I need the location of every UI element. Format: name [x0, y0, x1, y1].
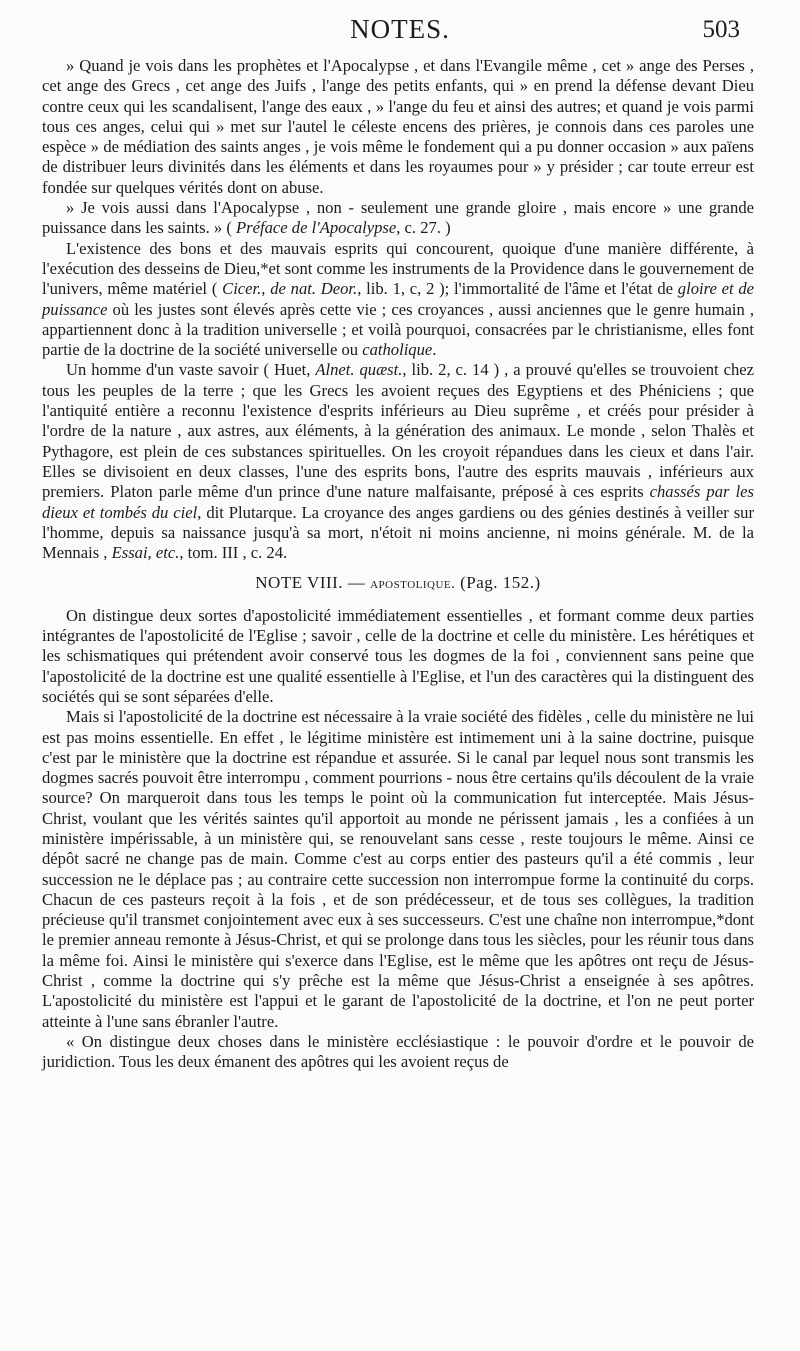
citation-huet: Alnet. quæst.	[315, 360, 403, 380]
emphasis-chasses: chassés par les dieux et tombés du ciel	[42, 482, 755, 522]
quote-paragraph-2	[42, 198, 754, 239]
text-run: , lib. 2, c. 14 ) , a prouvé qu'elles se trouvoient chez tous les peuples de la terre ; que les Grecs les avoient reçues des Egyptiens et des Phéniciens ; que l'antiquité entière a reconnu l'existence d'esprits inférieurs au Dieu suprême , et créés pour présider à l'ordre de la nature , aux astres, aux éléments, à la génération des animaux. Le monde , selon Thalès et Pythagore, est plein de ces substances spirituelles. On les croyoit répandues dans les cieux et dans l'air. Elles se divisoient en deux classes, l'une des esprits bons, l'autre des esprits mauvais , inférieurs aux premiers. Platon parle même d'un prince d'une nature malfaisante, préposé à ces esprits	[42, 360, 754, 502]
citation-ref: , c. 27. )	[396, 218, 451, 238]
paragraph-apostolicite: On distingue deux sortes d'apostolicité immédiatement essentielles , et formant comme deux parties intégrantes de l'apostolicité de l'Eglise ; savoir , celle de la doctrine et celle du ministère. Les hérétiques et les schismatiques qui prétendent avoir conservé tous les dogmes de la foi , conviennent sans peine que l'apostolicité de la doctrine est une qualité essentielle à l'Eglise, et l'un des caractères qui la distinguent des sociétés qui se sont séparées d'elle.	[42, 605, 754, 706]
text-run: où les justes sont élevés après cette vie ; ces croyances , aussi anciennes que le genre humain , appartiennent donc à la tradition universelle ; et voilà pourquoi, consacrées par le christianisme, elles font partie de la doctrine de la société universelle ou	[42, 299, 754, 360]
body-text	[42, 56, 754, 1073]
citation-essai: Essai, etc.	[111, 543, 180, 563]
running-head	[60, 14, 740, 54]
paragraph-huet	[42, 360, 754, 563]
emphasis-catholique: catholique	[362, 340, 433, 360]
text-run: Un homme d'un vaste savoir ( Huet,	[66, 360, 316, 380]
text-run: , lib. 1, c, 2 ); l'immortalité de l'âme et l'état de	[357, 279, 678, 299]
citation-cicero: Cicer., de nat. Deor.	[222, 279, 358, 299]
paragraph-existence-esprits	[42, 239, 754, 361]
emphasis-gloire: gloire et de puissance	[42, 279, 755, 319]
running-title: NOTES.	[350, 14, 450, 44]
text-run: , tom. III , c. 24.	[179, 543, 288, 563]
text-run: .	[432, 340, 437, 360]
quote-text: » Je vois aussi dans l'Apocalypse , non - seulement une grande gloire , mais encore » une grande puissance dans les saints. » (	[42, 198, 754, 238]
page-number: 503	[702, 16, 740, 43]
paragraph-distingue: « On distingue deux choses dans le ministère ecclésiastique : le pouvoir d'ordre et le pouvoir de juridiction. Tous les deux émanent des apôtres qui les avoient reçus de	[42, 1031, 754, 1072]
citation-title: Préface de l'Apocalypse	[236, 218, 397, 238]
note-title: NOTE VIII. —	[255, 573, 366, 593]
note-keyword: apostolique.	[370, 576, 456, 593]
text-run: L'existence des bons et des mauvais esprits qui concourent, quoique d'une manière différente, à l'exécution des desseins de Dieu,*et sont comme les instruments de la Providence dans le gouvernement de l'univers, même matériel (	[42, 238, 754, 299]
quote-paragraph-1: » Quand je vois dans les prophètes et l'Apocalypse , et dans l'Evangile même , cet » ange des Perses , cet ange des Grecs , cet ange des Juifs , l'ange des petits enfants, qui » en prend la défense devant Dieu contre ceux qui les scandalisent, l'ange des eaux , » l'ange du feu et ainsi des autres; et quand je vois parmi tous ces anges, celui qui » met sur l'autel le céleste encens des prières, je connois dans ces paroles une espèce » de médiation des saints anges , je vois même le fondement qui a pu donner occasion » aux païens de distribuer leurs divinités dans les éléments et dans les royaumes pour » y présider ; car toute erreur est fondée sur quelques vérités dont on abuse.	[42, 56, 754, 197]
note-page-ref: (Pag. 152.)	[460, 573, 541, 593]
note-heading	[42, 573, 754, 594]
text-run: , dit Plutarque. La croyance des anges gardiens ou des génies destinés à veiller sur l'homme, depuis sa naissance jusqu'à sa mort, n'étoit ni moins ancienne, ni moins générale. M. de la Mennais ,	[42, 502, 754, 563]
paragraph-ministere: Mais si l'apostolicité de la doctrine est nécessaire à la vraie société des fidèles , celle du ministère ne lui est pas moins essentielle. En effet , le légitime ministère est intimement uni à la saine doctrine, puisque c'est par le ministère que la doctrine est répandue et assurée. Si le canal par lequel nous sont transmis les dogmes sacrés pouvoit être interrompu , comment pourrions - nous être certains qu'ils découlent de la vraie source? On marqueroit dans tous les temps le point où la communication fut interceptée. Mais Jésus-Christ, voulant que les vérités saintes qu'il apportoit au monde ne périssent jamais , les a confiées à un ministère impérissable, à un ministère qui, se renouvelant sans cesse , reste toujours le même. Ainsi ce dépôt sacré ne change pas de main. Comme c'est au corps entier des pasteurs qu'il a été commis , leur succession ne le déplace pas ; au contraire cette succession non interrompue forme la continuité du corps. Chacun de ces pasteurs reçoit à la fois , et de son prédécesseur, et de tous ses collègues, la tradition précieuse qu'il transmet conjointement avec eux à ses successeurs. C'est une chaîne non interrompue,*dont le premier anneau remonte à Jésus-Christ, et qui se prolonge dans tous les siècles, pour les réunir tous dans la même foi. Ainsi le ministère qui s'exerce dans l'Eglise, est le même que les apôtres ont reçu de Jésus-Christ , comme la doctrine qui s'y prêche est la même que Jésus-Christ a enseignée à ses apôtres. L'apostolicité du ministère est l'appui et le garant de l'apostolicité de la doctrine, et l'on ne peut porter atteinte à l'une sans ébranler l'autre.	[42, 707, 754, 1031]
